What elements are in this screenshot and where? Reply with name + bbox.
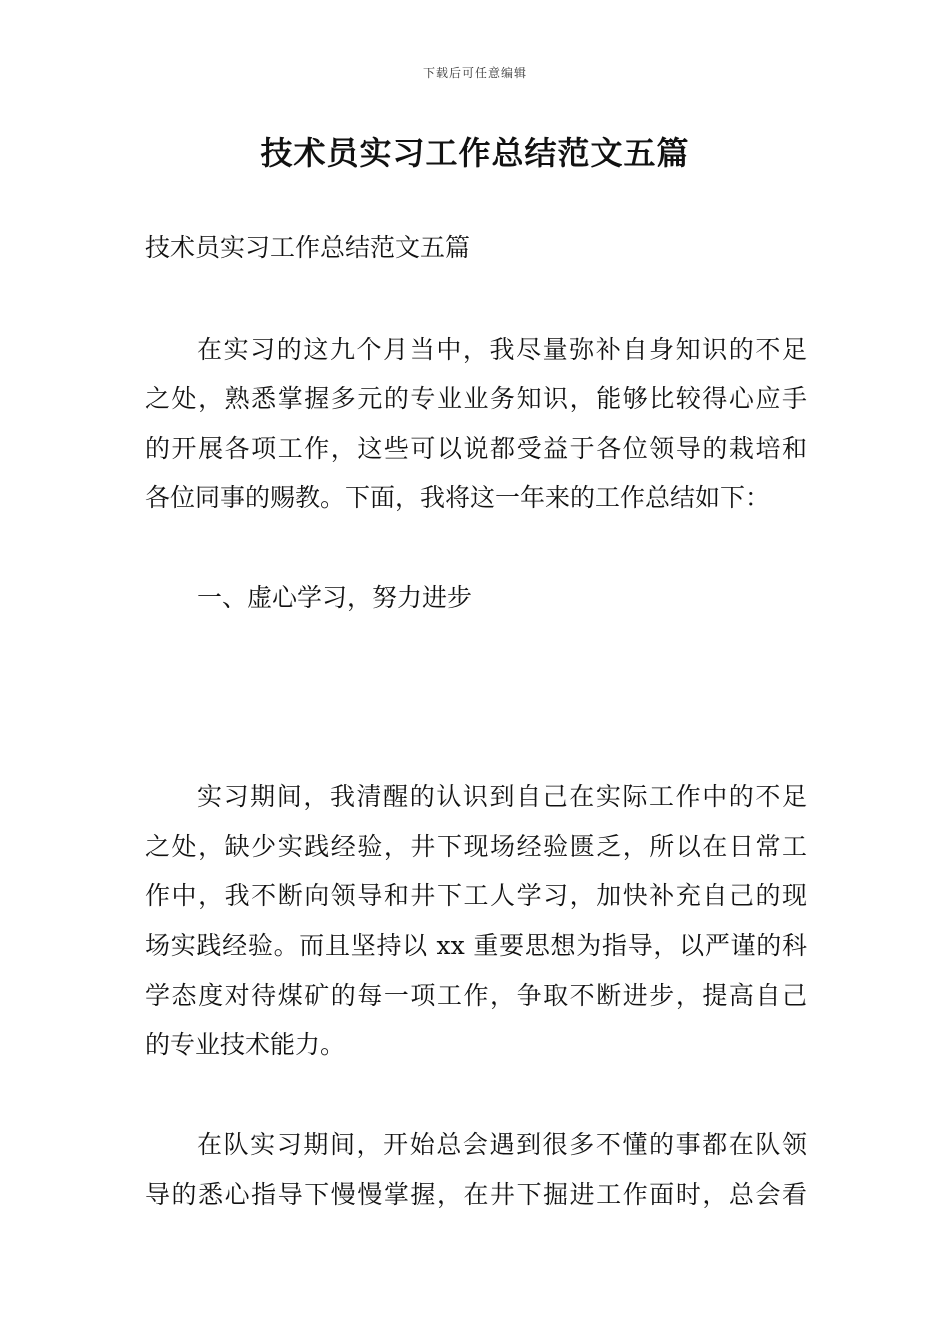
paragraph-line: 实习期间，我清醒的认识到自己在实际工作中的不足 (197, 782, 807, 811)
paragraph-line: 之处，缺少实践经验，井下现场经验匮乏，所以在日常工 (145, 832, 807, 861)
paragraph-line: 作中，我不断向领导和井下工人学习，加快补充自己的现 (145, 881, 807, 910)
paragraph-line: 场实践经验。而且坚持以 xx 重要思想为指导，以严谨的科 (145, 931, 807, 960)
header-note: 下载后可任意编辑 (422, 66, 527, 80)
paragraph-line: 在队实习期间，开始总会遇到很多不懂的事都在队领 (197, 1130, 807, 1159)
paragraph-line: 在实习的这九个月当中，我尽量弥补自身知识的不足 (197, 335, 807, 364)
paragraph-line: 学态度对待煤矿的每一项工作，争取不断进步，提高自己 (145, 981, 807, 1010)
section-heading: 一、虚心学习，努力进步 (197, 583, 473, 612)
paragraph-line: 导的悉心指导下慢慢掌握，在井下掘进工作面时，总会看 (145, 1180, 807, 1209)
paragraph-line: 的专业技术能力。 (145, 1030, 346, 1059)
paragraph-line: 之处，熟悉掌握多元的专业业务知识，能够比较得心应手 (145, 384, 807, 413)
document-title: 技术员实习工作总结范文五篇 (260, 134, 690, 172)
subtitle-line: 技术员实习工作总结范文五篇 (145, 233, 471, 262)
paragraph-line: 各位同事的赐教。下面，我将这一年来的工作总结如下： (145, 483, 771, 512)
paragraph-line: 的开展各项工作，这些可以说都受益于各位领导的栽培和 (145, 434, 807, 463)
